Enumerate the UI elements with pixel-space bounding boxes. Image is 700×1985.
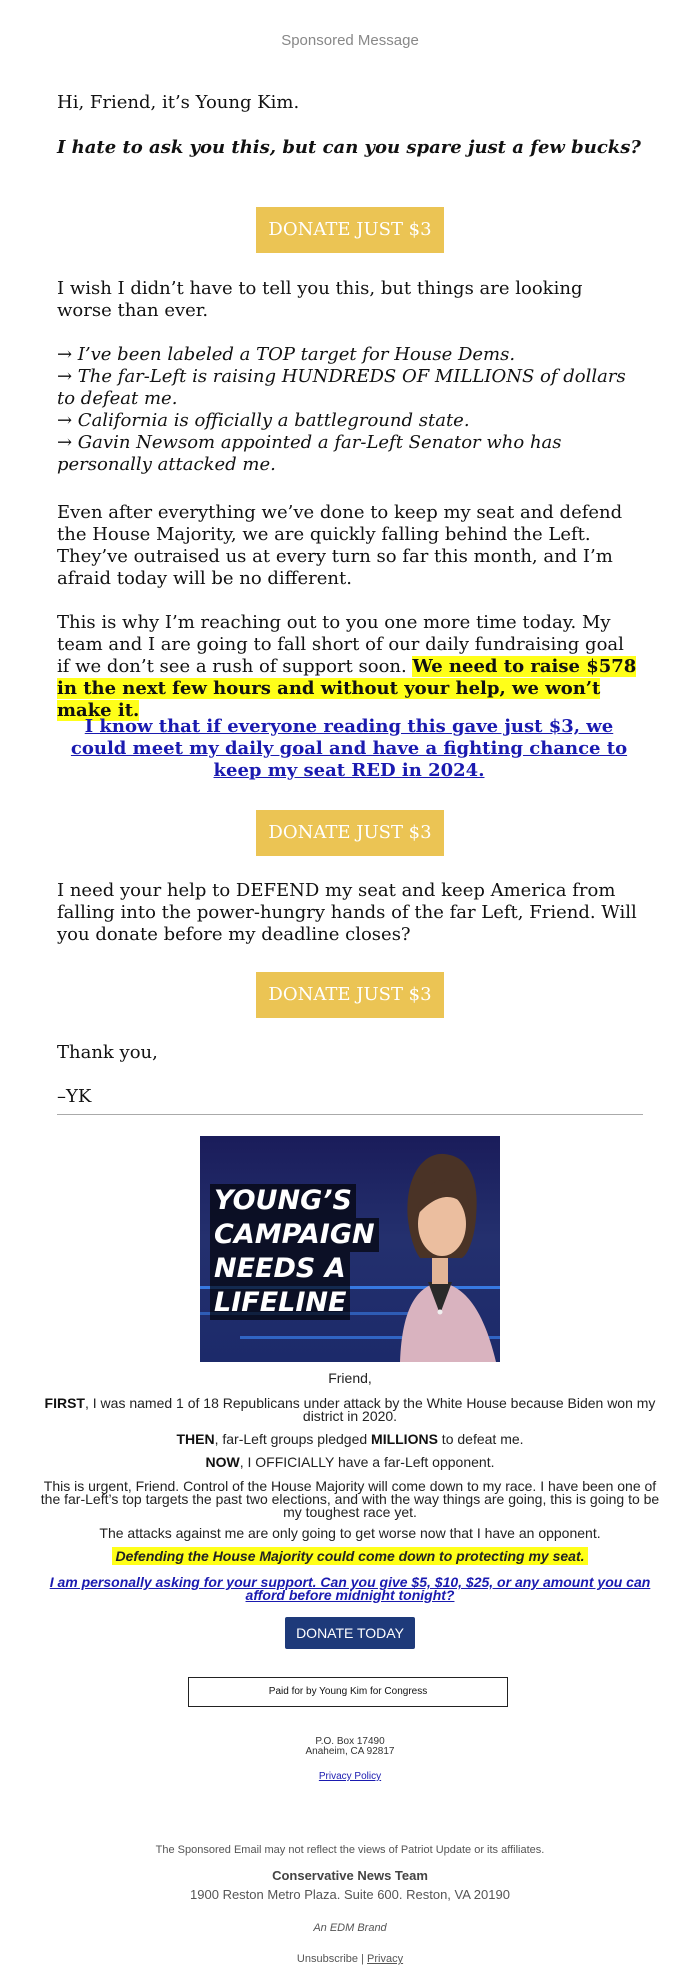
banner-line: YOUNG’S [210,1184,356,1218]
behind-paragraph: Even after everything we’ve done to keep my seat and defend the House Majority, we are quickly falling behind the Left. They’ve outraised us at every turn so far this month, and I’m afraid today will be no different. [57,502,623,589]
then-end-text: to defeat me. [437,1431,524,1447]
ask-heading: I hate to ask you this, but can you spare just a few bucks? [57,137,641,158]
now-text: , I OFFICIALLY have a far-Left opponent. [239,1454,495,1470]
signature: –YK [57,1086,92,1107]
footer-org: Conservative News Team [272,1868,428,1883]
support-link[interactable]: I am personally asking for your support. Can you give $5, $10, $25, or any amount you can afford before midnight tonight? [49,1574,651,1603]
privacy-policy-row [0,1771,700,1782]
bullet-item: → I’ve been labeled a TOP target for House Dems. [57,344,516,365]
house-majority-paragraph [40,1550,660,1563]
first-text: , I was named 1 of 18 Republicans under attack by the White House because Biden won my district in 2020. [85,1395,656,1424]
banner-line: NEEDS A [210,1252,350,1286]
fundraising-highlight: We need to raise $578 in the next few hours and without your help, we won’t make it. [57,656,637,721]
now-paragraph [40,1456,660,1469]
donate-button-2[interactable]: DONATE JUST $3 [256,810,444,856]
po-box: P.O. Box 17490 [315,1736,385,1747]
bullet-list [57,344,641,476]
then-paragraph [40,1433,660,1446]
footer-address: 1900 Reston Metro Plaza. Suite 600. Reston, VA 20190 [190,1887,510,1902]
city-line: Anaheim, CA 92817 [305,1746,395,1757]
house-majority-highlight: Defending the House Majority could come down to protecting my seat. [112,1547,587,1565]
privacy-policy-link[interactable]: Privacy Policy [318,1771,382,1782]
greeting: Hi, Friend, it’s Young Kim. [57,92,300,113]
first-paragraph [40,1397,660,1423]
first-keyword: FIRST [44,1395,85,1411]
footer-privacy-link[interactable]: Privacy [367,1953,404,1965]
unsubscribe-link[interactable]: Unsubscribe [296,1953,359,1965]
friend-salutation: Friend, [328,1370,372,1386]
sponsored-label: Sponsored Message [281,32,419,49]
donate-button-1[interactable]: DONATE JUST $3 [256,207,444,253]
bullet-item: → Gavin Newsom appointed a far-Left Senator who has personally attacked me. [57,432,562,475]
support-paragraph [40,1576,660,1602]
banner-line: CAMPAIGN [210,1218,379,1252]
donate-today-button[interactable]: DONATE TODAY [285,1617,415,1649]
candidate-portrait [380,1136,500,1362]
divider [57,1114,643,1115]
donate-button-3[interactable]: DONATE JUST $3 [256,972,444,1018]
intro-paragraph: I wish I didn’t have to tell you this, but things are looking worse than ever. [57,278,583,321]
goal-link[interactable]: I know that if everyone reading this gave just $3, we could meet my daily goal and have a fighting chance to keep my seat RED in 2024. [70,716,628,781]
paid-for-box: Paid for by Young Kim for Congress [188,1677,508,1707]
footer-separator: | [361,1953,364,1965]
campaign-banner-image[interactable] [200,1136,500,1362]
then-text: , far-Left groups pledged [214,1431,372,1447]
footer-brand: An EDM Brand [313,1922,387,1934]
bullet-item: → The far-Left is raising HUNDREDS OF MILLIONS of dollars to defeat me. [57,366,626,409]
defend-paragraph: I need your help to DEFEND my seat and keep America from falling into the power-hungry hands of the far Left, Friend. Will you donate before my deadline closes? [57,880,637,945]
millions-keyword: MILLIONS [371,1431,438,1447]
banner-headline [210,1184,400,1320]
reach-text: This is why I’m reaching out to you one more time today. My team and I are going to fall short of our daily fundraising goal if we don’t see a rush of support soon. [57,612,624,677]
reach-paragraph [57,612,641,722]
urgent-paragraph: This is urgent, Friend. Control of the House Majority will come down to my race. I have been one of the far-Left’s top targets the past two elections, and with the way things are going, this is going to be my toughest race yet. [40,1478,660,1520]
footer-links [0,1953,700,1965]
banner-line: LIFELINE [210,1286,350,1320]
now-keyword: NOW [205,1454,240,1470]
thanks-text: Thank you, [57,1042,158,1063]
bullet-item: → California is officially a battleground state. [57,410,470,431]
footer-disclaimer: The Sponsored Email may not reflect the views of Patriot Update or its affiliates. [155,1844,545,1856]
attacks-paragraph: The attacks against me are only going to get worse now that I have an opponent. [99,1525,601,1541]
then-keyword: THEN [176,1431,215,1447]
